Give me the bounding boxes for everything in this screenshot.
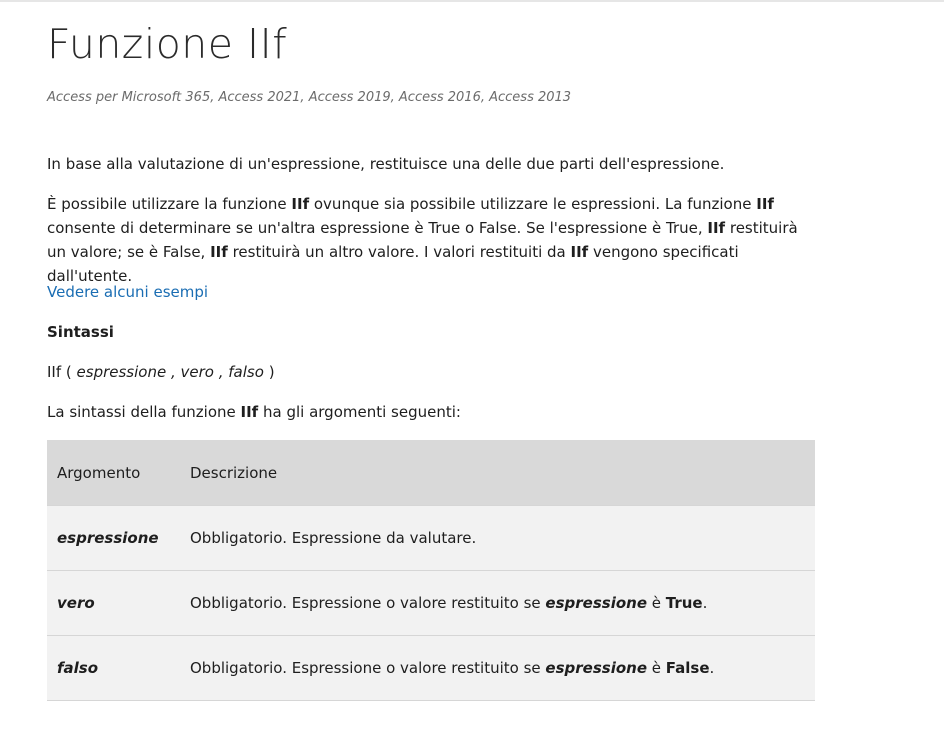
syntax-sep: ,: [213, 363, 229, 381]
syntax-paren: ): [263, 363, 275, 381]
argument-name: falso: [47, 636, 180, 701]
syntax-heading-text: Sintassi: [47, 323, 114, 341]
function-name: IIf: [291, 195, 310, 213]
table-row: [47, 506, 815, 571]
function-name: IIf: [570, 243, 589, 261]
examples-link[interactable]: Vedere alcuni esempi: [47, 283, 209, 301]
arguments-table: [47, 440, 815, 701]
syntax-arg: espressione: [76, 363, 167, 381]
table-row: [47, 571, 815, 636]
arguments-intro: [47, 400, 815, 424]
argument-name: vero: [47, 571, 180, 636]
syntax-sep: ,: [166, 363, 181, 381]
args-intro-text: ha gli argomenti seguenti:: [258, 403, 461, 421]
syntax-paren: (: [61, 363, 77, 381]
desc-text: è: [647, 594, 666, 612]
usage-text: È possibile utilizzare la funzione: [47, 195, 292, 213]
syntax-line: [47, 360, 815, 384]
applies-to: Access per Microsoft 365, Access 2021, Access 2019, Access 2016, Access 2013: [47, 90, 572, 105]
intro-paragraph: In base alla valutazione di un'espressione, restituisce una delle due parti dell'espressione.: [47, 155, 725, 173]
desc-emphasis: espressione: [545, 594, 647, 612]
usage-text: ovunque sia possibile utilizzare le espressioni. La funzione: [309, 195, 757, 213]
argument-description: Obbligatorio. Espressione da valutare.: [180, 506, 815, 571]
usage-text: vengono specificati dall'utente.: [47, 243, 739, 285]
page-title: Funzione IIf: [47, 20, 288, 68]
examples-link-paragraph: [47, 280, 815, 304]
desc-text: .: [702, 594, 708, 612]
args-intro-text: La sintassi della funzione: [47, 403, 241, 421]
usage-text: restituirà un altro valore. I valori restituiti da: [227, 243, 571, 261]
desc-bold: False: [665, 659, 710, 677]
argument-name: espressione: [47, 506, 180, 571]
usage-text: restituirà un valore; se è False,: [47, 219, 798, 261]
function-name: IIf: [240, 403, 259, 421]
desc-text: .: [709, 659, 715, 677]
syntax-arg: falso: [228, 363, 264, 381]
function-name: IIf: [707, 219, 726, 237]
column-header-description: Descrizione: [180, 440, 815, 506]
arguments-table-wrapper: [47, 440, 815, 701]
argument-description: [180, 636, 815, 701]
desc-text: Obbligatorio. Espressione o valore restituito se: [190, 659, 546, 677]
desc-text: Obbligatorio. Espressione o valore restituito se: [190, 594, 546, 612]
desc-emphasis: espressione: [545, 659, 647, 677]
usage-text: consente di determinare se un'altra espressione è True o False. Se l'espressione è True,: [47, 219, 708, 237]
table-header-row: [47, 440, 815, 506]
function-name: IIf: [210, 243, 228, 261]
function-name: IIf: [756, 195, 774, 213]
desc-text: è: [647, 659, 666, 677]
syntax-function: IIf: [47, 363, 62, 381]
argument-description: [180, 571, 815, 636]
syntax-heading: [47, 320, 815, 344]
desc-bold: True: [665, 594, 703, 612]
column-header-argument: Argomento: [47, 440, 180, 506]
top-divider: [0, 0, 944, 2]
usage-paragraph: [47, 192, 815, 288]
table-row: [47, 636, 815, 701]
syntax-arg: vero: [180, 363, 214, 381]
